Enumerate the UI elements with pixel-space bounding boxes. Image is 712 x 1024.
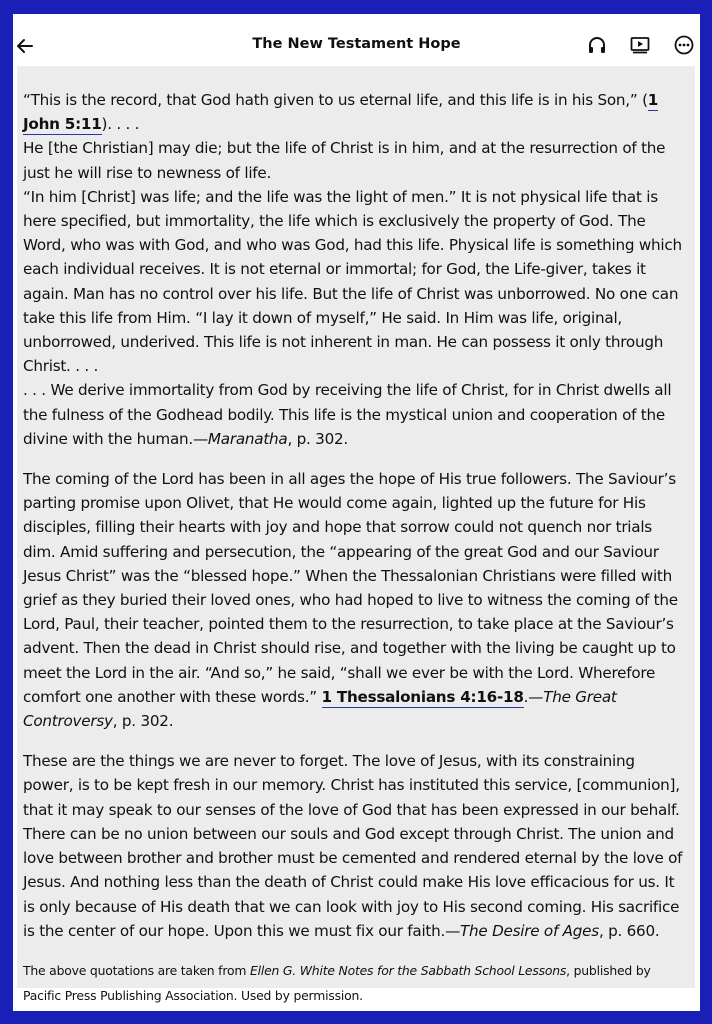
headphones-icon bbox=[586, 34, 608, 56]
quote-line-4: . . . We derive immortality from God by receiving the life of Christ, for in Christ dwells all the fulness of the Godhead bodily. This life is the mystical union and cooperation of the divine with the human.—Maranatha, p. 302. bbox=[23, 381, 672, 448]
quotation-block-1 bbox=[23, 88, 685, 451]
video-button[interactable] bbox=[628, 33, 652, 57]
audio-button[interactable] bbox=[585, 33, 609, 57]
app-window bbox=[13, 14, 700, 1011]
source-title: The Great Controversy bbox=[23, 687, 617, 731]
play-video-icon bbox=[629, 34, 651, 56]
source-title: Maranatha bbox=[207, 429, 288, 448]
quote-line-1: “This is the record, that God hath given to us eternal life, and this life is in his Son,” (1 John 5:11). . . . bbox=[23, 91, 659, 134]
more-icon bbox=[673, 34, 695, 56]
reading-content bbox=[17, 66, 695, 1003]
bible-ref-link[interactable]: 1 Thessalonians 4:16-18 bbox=[321, 687, 524, 706]
bible-ref-link[interactable]: 1 John 5:11 bbox=[23, 91, 659, 134]
credit-book-title: Ellen G. White Notes for the Sabbath School Lessons bbox=[249, 962, 567, 978]
reading-text bbox=[17, 66, 695, 1008]
quotation-block-2: The coming of the Lord has been in all ages the hope of His true followers. The Saviour’s parting promise upon Olivet, that He would come again, lighted up the future for His disciples, filling their hearts with joy and hope that sorrow could not quench nor trials dim. Amid suffering and persecution, the “appearing of the great God and our Saviour Jesus Christ” was the “blessed hope.” When the Thessalonian Christians were filled with grief as they buried their loved ones, who had hoped to live to witness the coming of the Lord, Paul, their teacher, pointed them to the resurrection, to take place at the Saviour’s advent. Then the dead in Christ should rise, and together with the living be caught up to meet the Lord in the air. “And so,” he said, “shall we ever be with the Lord. Wherefore comfort one another with these words.” 1 Thessalonians 4:16-18.—The Great Controversy, p. 302. bbox=[23, 470, 678, 731]
quotation-block-3: These are the things we are never to forget. The love of Jesus, with its constraining power, is to be kept fresh in our memory. Christ has instituted this service, [communion], that it may speak to our senses of the love of God that has been expressed in our behalf. There can be no union between our souls and God except through Christ. The union and love between brother and brother must be cemented and rendered eternal by the love of Jesus. And nothing less than the death of Christ could make His love efficacious for us. It is only because of His death that we can look with joy to His second coming. His sacrifice is the center of our hope. Upon this we must fix our faith.—The Desire of Ages, p. 660. bbox=[23, 752, 683, 940]
source-title: The Desire of Ages bbox=[460, 921, 599, 940]
page-title: The New Testament Hope bbox=[252, 36, 461, 52]
quote-line-3: “In him [Christ] was life; and the life was the light of men.” It is not physical life that is here specified, but immortality, the life which is exclusively the property of God. The Word, who was with God, and who was God, had this life. Physical life is something which each individual receives. It is not eternal or immortal; for God, the Life-giver, takes it again. Man has no control over his life. But the life of Christ was unborrowed. No one can take this life from Him. “I lay it down of myself,” He said. In Him was life, original, unborrowed, underived. This life is not inherent in man. He can possess it only through Christ. . . . bbox=[23, 187, 682, 376]
more-button[interactable] bbox=[672, 33, 696, 57]
quote-line-2: He [the Christian] may die; but the life of Christ is in him, and at the resurrection of the just he will rise to newness of life. bbox=[23, 139, 666, 182]
status-bar bbox=[13, 14, 700, 20]
credit-note: The above quotations are taken from Ellen G. White Notes for the Sabbath School Lessons, published by Pacific Press Publishing Association. Used by permission. bbox=[23, 962, 651, 1003]
